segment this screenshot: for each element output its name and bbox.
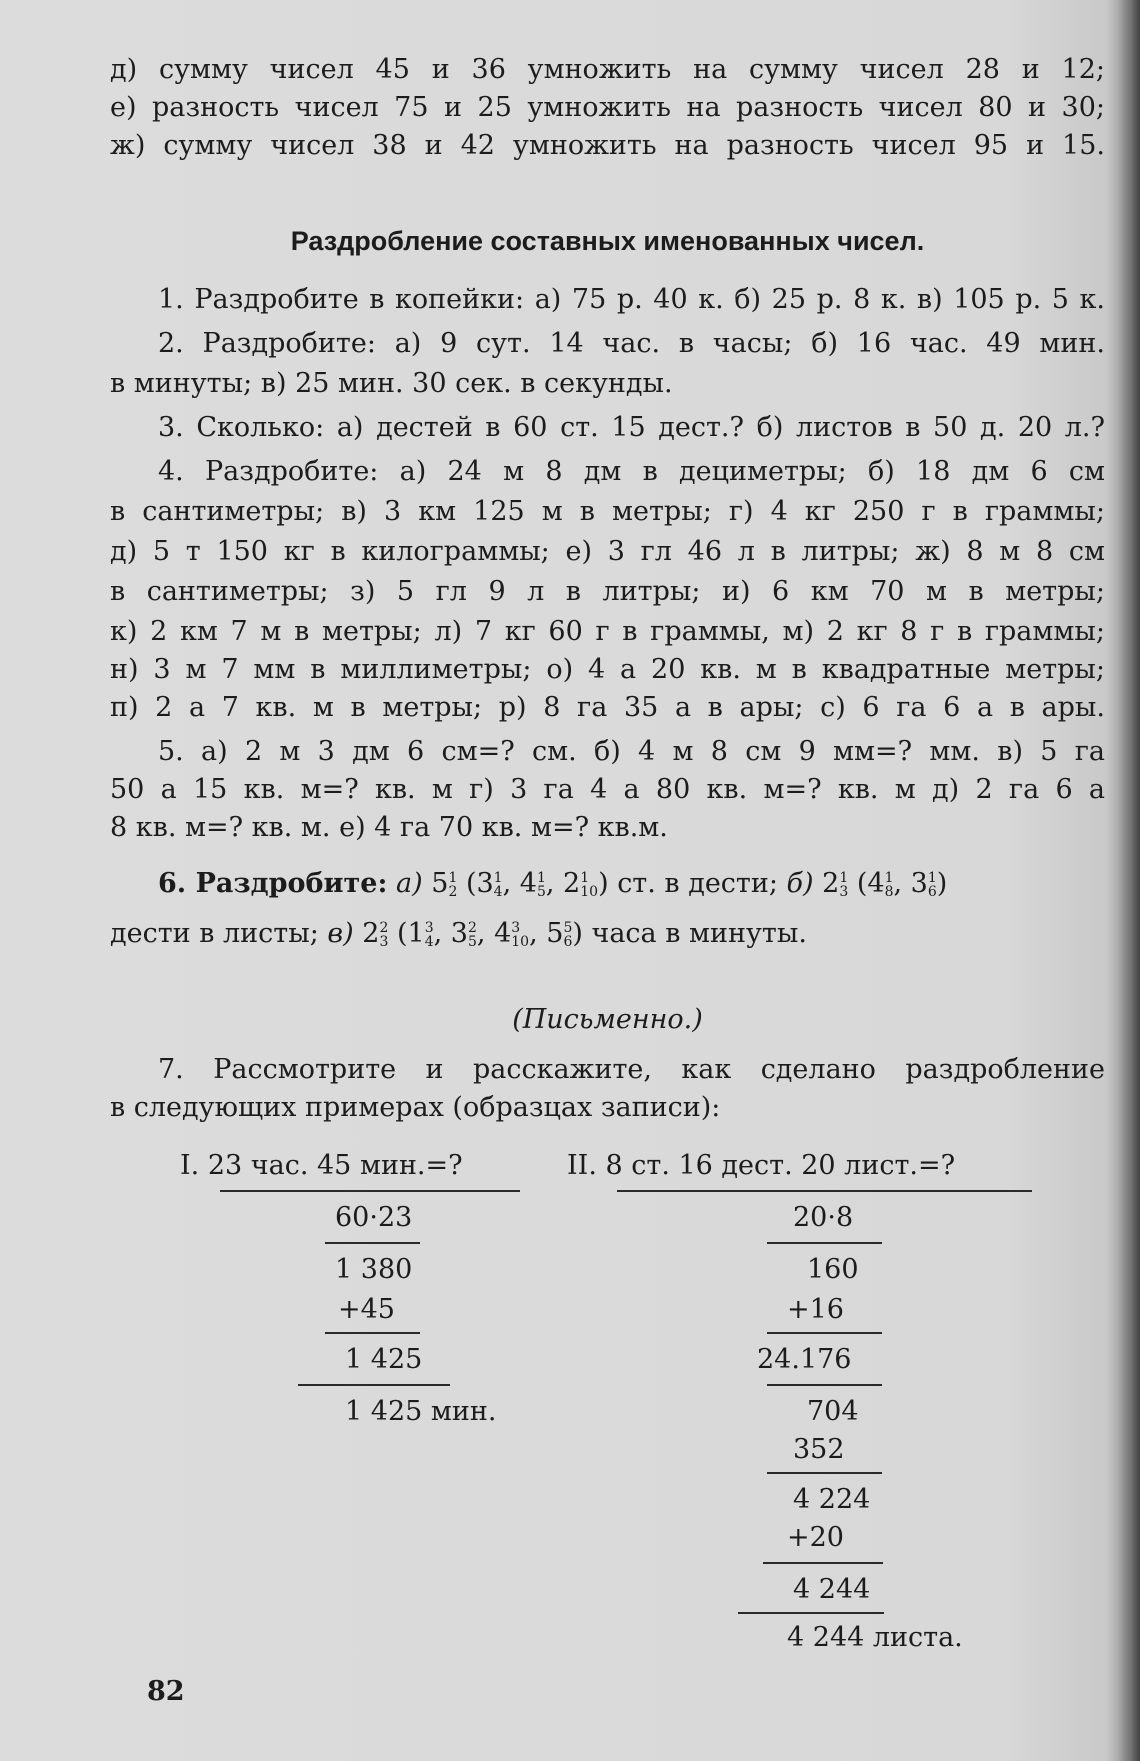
- task-6-a-whole: 5: [431, 868, 449, 899]
- page-number: 82: [147, 1676, 185, 1707]
- top-line-zh: ж) сумму чисел 38 и 42 умножить на разность чисел 95 и 15.: [110, 130, 1105, 161]
- task-4-line-6: н) 3 м 7 мм в миллиметры; о) 4 а 20 кв. м в квадратные метры;: [110, 654, 1105, 685]
- example-2-rule-3: [767, 1384, 882, 1386]
- example-2-header: II. 8 ст. 16 дест. 20 лист.=?: [567, 1150, 956, 1181]
- task-4-line-3: д) 5 т 150 кг в килограммы; е) 3 гл 46 л в литры; ж) 8 м 8 см: [110, 536, 1105, 567]
- task-5-line-2: 50 а 15 кв. м=? кв. м г) 3 га 4 а 80 кв. м=? кв. м д) 2 га 6 а: [110, 774, 1105, 805]
- example-2-rule-5: [763, 1562, 883, 1564]
- page-edge-shadow: [1118, 0, 1140, 1761]
- task-4-line-1: 4. Раздробите: а) 24 м 8 дм в дециметры; б) 18 дм 6 см: [158, 456, 1105, 487]
- task-5-line-1: 5. а) 2 м 3 дм 6 см=? см. б) 4 м 8 см 9 мм=? мм. в) 5 га: [158, 736, 1105, 767]
- example-1-header: I. 23 час. 45 мин.=?: [180, 1150, 463, 1181]
- task-6-intro: 6. Раздробите:: [158, 868, 388, 899]
- example-2-row: 704: [807, 1396, 859, 1427]
- task-4-line-5: к) 2 км 7 м в метры; л) 7 кг 60 г в граммы, м) 2 кг 8 г в граммы;: [110, 616, 1105, 647]
- task-7-line-2: в следующих примерах (образцах записи):: [110, 1092, 721, 1123]
- section-heading: Раздробление составных именованных чисел.: [290, 226, 925, 256]
- example-1-rule-3: [298, 1384, 450, 1386]
- example-2-row: 20·8: [793, 1202, 854, 1233]
- example-2-row: 4 244: [793, 1574, 871, 1605]
- task-4-line-2: в сантиметры; в) 3 км 125 м в метры; г) 4 кг 250 г в граммы;: [110, 496, 1105, 527]
- example-2-rule-1: [767, 1242, 882, 1244]
- example-1-row: 1 380: [335, 1254, 413, 1285]
- task-6-a-tail: ст. в дести;: [617, 868, 778, 899]
- example-1-rule-2: [325, 1332, 420, 1334]
- task-2-line-2: в минуты; в) 25 мин. 30 сек. в секунды.: [110, 368, 673, 399]
- example-2-row: 24.176: [757, 1344, 852, 1375]
- example-2-rule-0: [617, 1190, 1032, 1192]
- task-6-line-2: дести в листы; в) 2 2 3 (1 3 4 , 3 2 5 , 4 3 10 , 5 5 6 ) часа в минуты.: [110, 918, 807, 950]
- example-2-row: 160: [807, 1254, 859, 1285]
- example-2-rule-6: [738, 1612, 884, 1614]
- task-3: 3. Сколько: а) дестей в 60 ст. 15 дест.? б) листов в 50 д. 20 л.?: [158, 412, 1105, 443]
- example-1-result: 1 425 мин.: [345, 1396, 497, 1427]
- example-1-row: +45: [338, 1294, 395, 1325]
- task-4-line-4: в сантиметры; з) 5 гл 9 л в литры; и) 6 км 70 м в метры;: [110, 576, 1105, 607]
- example-2-rule-2: [767, 1332, 882, 1334]
- top-line-e: е) разность чисел 75 и 25 умножить на разность чисел 80 и 30;: [110, 92, 1105, 123]
- example-2-result: 4 244 листа.: [787, 1622, 963, 1653]
- example-1-rule-0: [220, 1190, 520, 1192]
- task-4-line-7: п) 2 а 7 кв. м в метры; р) 8 га 35 а в ары; с) 6 га 6 а в ары.: [110, 692, 1105, 723]
- task-6-line-1: 6. Раздробите: а) 5 1 2 (3 1 4 , 4 1 5 , 2 1 10 ) ст. в дести; б) 2 1 3 (4 1 8 , 3 1 6 ): [158, 868, 948, 900]
- example-2-row: +20: [787, 1522, 844, 1553]
- example-2-row: 352: [793, 1434, 845, 1465]
- example-2-row: +16: [787, 1294, 844, 1325]
- example-1-rule-1: [325, 1242, 420, 1244]
- task-2-line-1: 2. Раздробите: а) 9 сут. 14 час. в часы; б) 16 час. 49 мин.: [158, 328, 1105, 359]
- task-6-a-label: а): [396, 868, 423, 899]
- example-1-row: 60·23: [335, 1202, 413, 1233]
- task-1: 1. Раздробите в копейки: а) 75 р. 40 к. б) 25 р. 8 к. в) 105 р. 5 к.: [158, 284, 1105, 315]
- task-6-b-label: б): [786, 868, 814, 899]
- example-2-rule-4: [767, 1472, 882, 1474]
- example-1-row: 1 425: [345, 1344, 423, 1375]
- task-7-line-1: 7. Рассмотрите и расскажите, как сделано раздробление: [158, 1054, 1105, 1085]
- example-2-row: 4 224: [793, 1484, 871, 1515]
- task-6-a-fraction: 1 2: [448, 869, 458, 900]
- task-5-line-3: 8 кв. м=? кв. м. е) 4 га 70 кв. м=? кв.м.: [110, 812, 668, 843]
- top-line-d: д) сумму чисел 45 и 36 умножить на сумму чисел 28 и 12;: [110, 54, 1105, 85]
- written-label: (Письменно.): [512, 1004, 703, 1035]
